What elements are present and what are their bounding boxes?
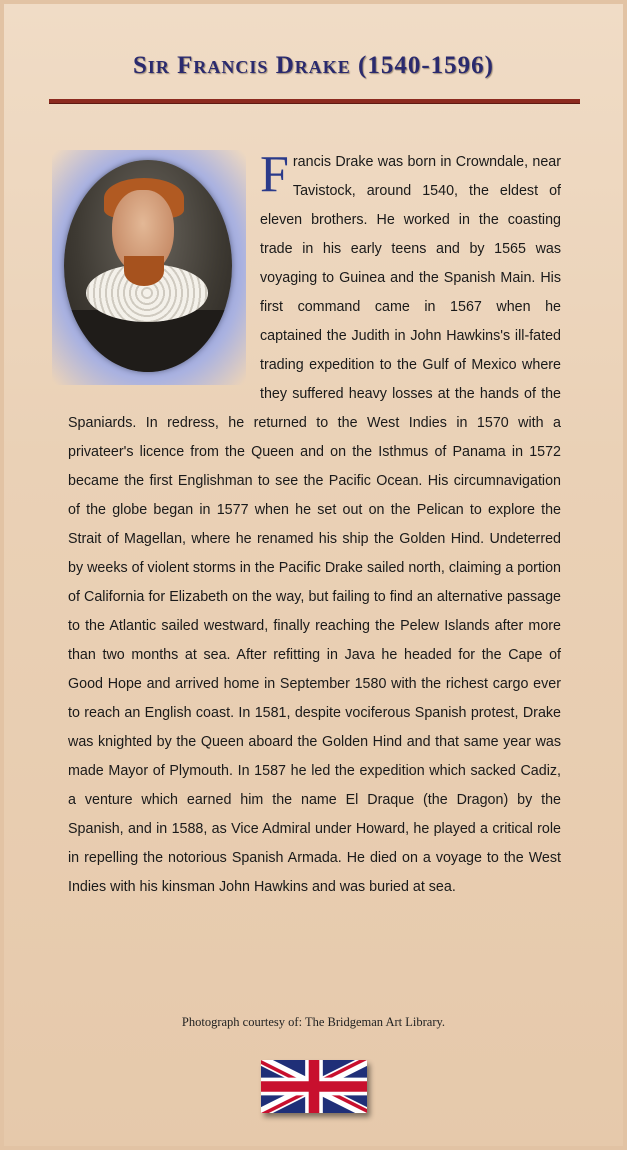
page-title: Sir Francis Drake (1540-1596) bbox=[133, 52, 494, 79]
biography-text bbox=[68, 148, 561, 902]
title-divider bbox=[49, 99, 580, 104]
biography-paragraph: rancis Drake was born in Crowndale, near Tavistock, around 1540, the eldest of eleven brothers. He worked in the coasting trade in his early teens and by 1565 was voyaging to Guinea and the Spanish Main. His first command came in 1567 when he captained the Judith in John Hawkins's ill-fated trading expedition to the Gulf of Mexico where they suffered heavy losses at the hands of the Spaniards. In redress, he returned to the West Indies in 1570 with a privateer's licence from the Queen and on the Isthmus of Panama in 1572 became the first Englishman to see the Pacific Ocean. His circumnavigation of the globe began in 1577 when he set out on the Pelican to explore the Strait of Magellan, where he renamed his ship the Golden Hind. Undeterred by weeks of violent storms in the Pacific Drake sailed north, claiming a portion of California for Elizabeth on the way, but failing to find an alternative passage to the Atlantic sailed westward, finally reaching the Pelew Islands after more than two months at sea. After refitting in Java he headed for the Cape of Good Hope and arrived home in September 1580 with the richest cargo ever to reach an English coast. In 1581, despite vociferous Spanish protest, Drake was knighted by the Queen aboard the Golden Hind and that same year was made Mayor of Plymouth. In 1587 he led the expedition which sacked Cadiz, a venture which earned him the name El Draque (the Dragon) by the Spanish, and in 1588, as Vice Admiral under Howard, he played a critical role in repelling the notorious Spanish Armada. He died on a voyage to the West Indies with his kinsman John Hawkins and was buried at sea. bbox=[68, 154, 561, 895]
union-jack-flag-icon bbox=[261, 1060, 367, 1113]
photo-credit: Photograph courtesy of: The Bridgeman Art Library. bbox=[181, 1015, 446, 1029]
drop-cap: F bbox=[260, 146, 289, 203]
